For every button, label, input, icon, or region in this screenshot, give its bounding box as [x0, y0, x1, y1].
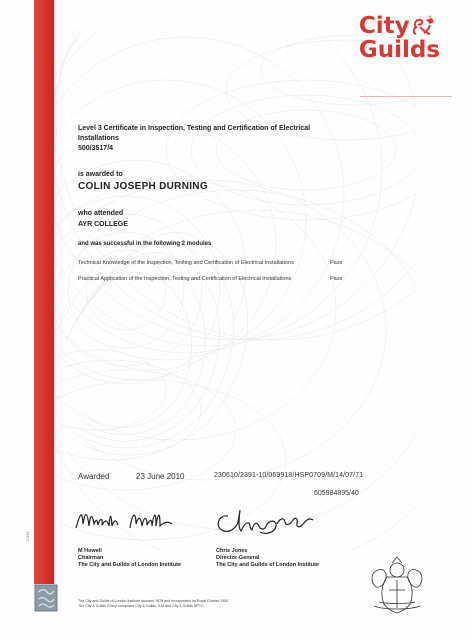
howell-signature: [72, 504, 192, 538]
logo-city-text: City: [358, 13, 410, 39]
logo-guilds-text: Guilds: [358, 37, 440, 63]
logo-divider: [360, 96, 452, 97]
security-hologram-icon: [34, 584, 58, 612]
modules-label: and was successful in the following 2 modules: [78, 241, 212, 247]
attended-label: who attended: [78, 210, 124, 217]
signatory-name: M Howell: [78, 548, 102, 554]
awarded-date: 23 June 2010: [136, 472, 185, 481]
jones-signature: [210, 502, 330, 536]
signatory-role: Chairman: [78, 555, 104, 561]
edge-code: C031: [25, 531, 30, 541]
footer-text: [78, 599, 229, 609]
logo-line1: [359, 14, 440, 38]
signatory-name: Chris Jones: [216, 548, 248, 554]
signatory-organisation: The City and Guilds of London Institute: [78, 562, 181, 568]
recipient-name: COLIN JOSEPH DURNING: [78, 181, 208, 192]
module-result: Pass: [330, 276, 343, 282]
city-guilds-logo: [359, 14, 440, 62]
qualification-number: 500/3517/4: [78, 145, 114, 152]
awarded-label: Awarded: [78, 472, 110, 481]
ampersand-dragon-icon: [412, 15, 436, 37]
red-side-band: [34, 0, 54, 584]
signatory-organisation: The City and Guilds of London Institute: [216, 562, 319, 568]
footer-line-1: The City and Guilds of London Institute founded 1878 and incorporated by Royal Charter 1900.: [78, 599, 230, 603]
red-band-shadow: [54, 0, 58, 584]
certificate-reference: 230610/2391-10/069918/HSP0709/M/14/07/71: [214, 472, 364, 479]
footer-line-2: The City & Guilds Group comprises City & Guilds, ILM and City & Guilds NPTC.: [78, 604, 205, 608]
module-result: Pass: [330, 260, 343, 266]
signatory-block: [216, 548, 319, 569]
module-name: Practical Application of the Inspection, Testing and Certification of Electrical Installations: [78, 276, 292, 282]
certificate-title: Level 3 Certificate in Inspection, Testing and Certification of Electrical Installations: [78, 125, 311, 142]
module-name: Technical Knowledge of the Inspection, Testing and Certification of Electrical Installations: [78, 260, 294, 266]
college-name: AYR COLLEGE: [78, 221, 128, 228]
signatory-block: [78, 548, 181, 569]
coat-of-arms-icon: [366, 552, 428, 616]
awarded-to-label: is awarded to: [78, 171, 123, 178]
signatory-role: Director-General: [216, 555, 260, 561]
candidate-number: 605984895/40: [314, 490, 359, 497]
